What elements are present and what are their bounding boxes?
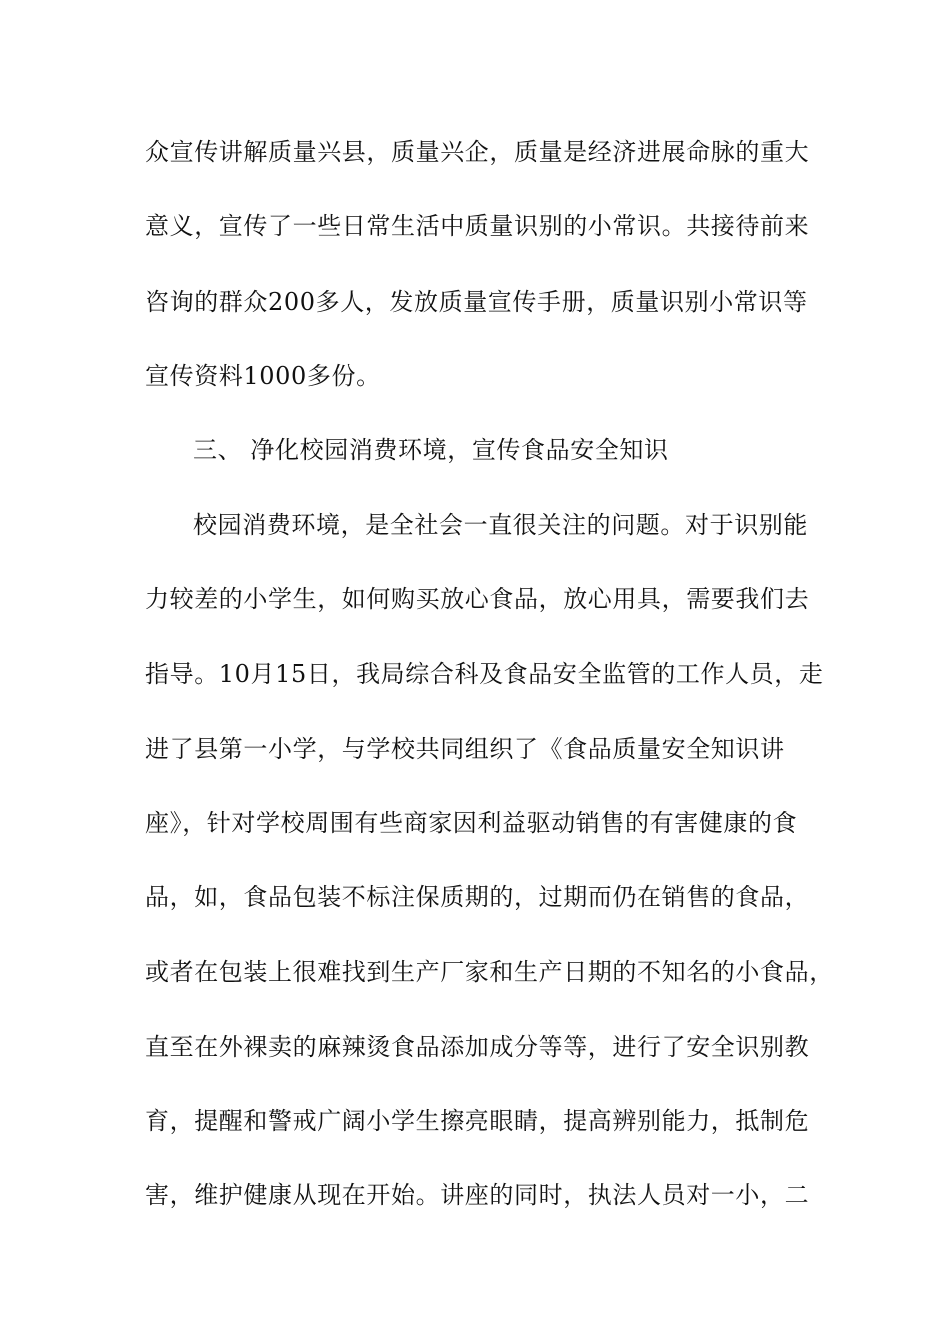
body-text-line: 校园消费环境，是全社会一直很关注的问题。对于识别能: [193, 511, 808, 539]
body-text-line: 意义，宣传了一些日常生活中质量识别的小常识。共接待前来: [145, 212, 810, 240]
body-text-line: 进了县第一小学，与学校共同组织了《食品质量安全知识讲: [145, 735, 785, 763]
body-text-line: 力较差的小学生，如何购买放心食品，放心用具，需要我们去: [145, 585, 810, 613]
body-text-line: 直至在外裸卖的麻辣烫食品添加成分等等，进行了安全识别教: [145, 1033, 810, 1061]
body-text-line: 或者在包装上很难找到生产厂家和生产日期的不知名的小食品，: [145, 958, 834, 986]
body-text-line: 宣传资料1000多份。: [145, 362, 381, 390]
body-text-line: 咨询的群众200多人，发放质量宣传手册，质量识别小常识等: [145, 288, 808, 316]
section-heading: 三、 净化校园消费环境，宣传食品安全知识: [193, 436, 669, 464]
body-text-line: 品，如，食品包装不标注保质期的，过期而仍在销售的食品，: [145, 883, 810, 911]
body-text-line: 众宣传讲解质量兴县，质量兴企，质量是经济进展命脉的重大: [145, 138, 810, 166]
body-text-line: 指导。10月15日，我局综合科及食品安全监管的工作人员，走: [145, 660, 824, 688]
body-text-line: 育，提醒和警戒广阔小学生擦亮眼睛，提高辨别能力，抵制危: [145, 1107, 810, 1135]
body-text-line: 座》，针对学校周围有些商家因利益驱动销售的有害健康的食: [145, 809, 798, 837]
body-text-line: 害，维护健康从现在开始。讲座的同时，执法人员对一小，二: [145, 1181, 810, 1209]
